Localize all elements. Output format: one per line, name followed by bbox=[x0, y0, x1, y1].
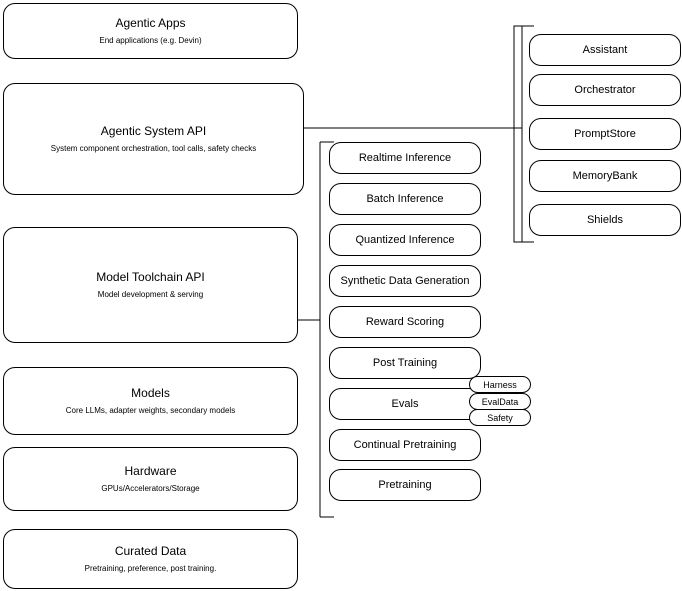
component-batch-inference[interactable] bbox=[329, 183, 481, 215]
component-label: Orchestrator bbox=[574, 84, 636, 96]
component-memorybank[interactable] bbox=[529, 160, 681, 192]
layer-model-toolchain-api[interactable] bbox=[3, 227, 298, 343]
component-shields[interactable] bbox=[529, 204, 681, 236]
component-label: Synthetic Data Generation bbox=[340, 275, 470, 287]
component-label: Shields bbox=[586, 214, 624, 226]
layer-subtitle: System component orchestration, tool calls, safety checks bbox=[50, 144, 257, 153]
component-label: PromptStore bbox=[574, 128, 636, 140]
layer-agentic-apps[interactable] bbox=[3, 3, 298, 59]
component-reward-scoring[interactable] bbox=[329, 306, 481, 338]
component-label: Reward Scoring bbox=[365, 316, 445, 328]
component-label: Post Training bbox=[372, 357, 438, 369]
layer-title: Model Toolchain API bbox=[96, 270, 205, 284]
component-pretraining[interactable] bbox=[329, 469, 481, 501]
component-label: Safety bbox=[487, 412, 513, 423]
component-promptstore[interactable] bbox=[529, 118, 681, 150]
component-label: Pretraining bbox=[378, 479, 432, 491]
layer-subtitle: End applications (e.g. Devin) bbox=[99, 36, 202, 45]
layer-hardware[interactable] bbox=[3, 447, 298, 511]
component-label: Evals bbox=[391, 398, 419, 410]
component-post-training[interactable] bbox=[329, 347, 481, 379]
layer-subtitle: Model development & serving bbox=[97, 290, 204, 299]
layer-title: Agentic Apps bbox=[115, 16, 186, 30]
layer-title: Hardware bbox=[124, 464, 177, 478]
component-synthetic-data-generation[interactable] bbox=[329, 265, 481, 297]
layer-agentic-system-api[interactable] bbox=[3, 83, 304, 195]
component-evals[interactable] bbox=[329, 388, 481, 420]
component-harness[interactable] bbox=[469, 376, 531, 393]
layer-title: Curated Data bbox=[114, 544, 187, 558]
component-realtime-inference[interactable] bbox=[329, 142, 481, 174]
component-label: MemoryBank bbox=[572, 170, 638, 182]
component-continual-pretraining[interactable] bbox=[329, 429, 481, 461]
component-label: EvalData bbox=[481, 396, 519, 407]
component-label: Assistant bbox=[582, 44, 628, 56]
layer-models[interactable] bbox=[3, 367, 298, 435]
component-assistant[interactable] bbox=[529, 34, 681, 66]
layer-subtitle: GPUs/Accelerators/Storage bbox=[101, 484, 200, 493]
component-safety[interactable] bbox=[469, 409, 531, 426]
component-label: Quantized Inference bbox=[355, 234, 455, 246]
component-label: Continual Pretraining bbox=[353, 439, 457, 451]
component-label: Batch Inference bbox=[366, 193, 444, 205]
component-evaldata[interactable] bbox=[469, 393, 531, 410]
component-label: Realtime Inference bbox=[358, 152, 452, 164]
layer-subtitle: Pretraining, preference, post training. bbox=[84, 564, 217, 573]
component-quantized-inference[interactable] bbox=[329, 224, 481, 256]
layer-title: Models bbox=[131, 386, 170, 400]
layer-title: Agentic System API bbox=[100, 124, 207, 138]
component-label: Harness bbox=[483, 379, 517, 390]
component-orchestrator[interactable] bbox=[529, 74, 681, 106]
layer-curated-data[interactable] bbox=[3, 529, 298, 589]
layer-subtitle: Core LLMs, adapter weights, secondary models bbox=[65, 406, 236, 415]
